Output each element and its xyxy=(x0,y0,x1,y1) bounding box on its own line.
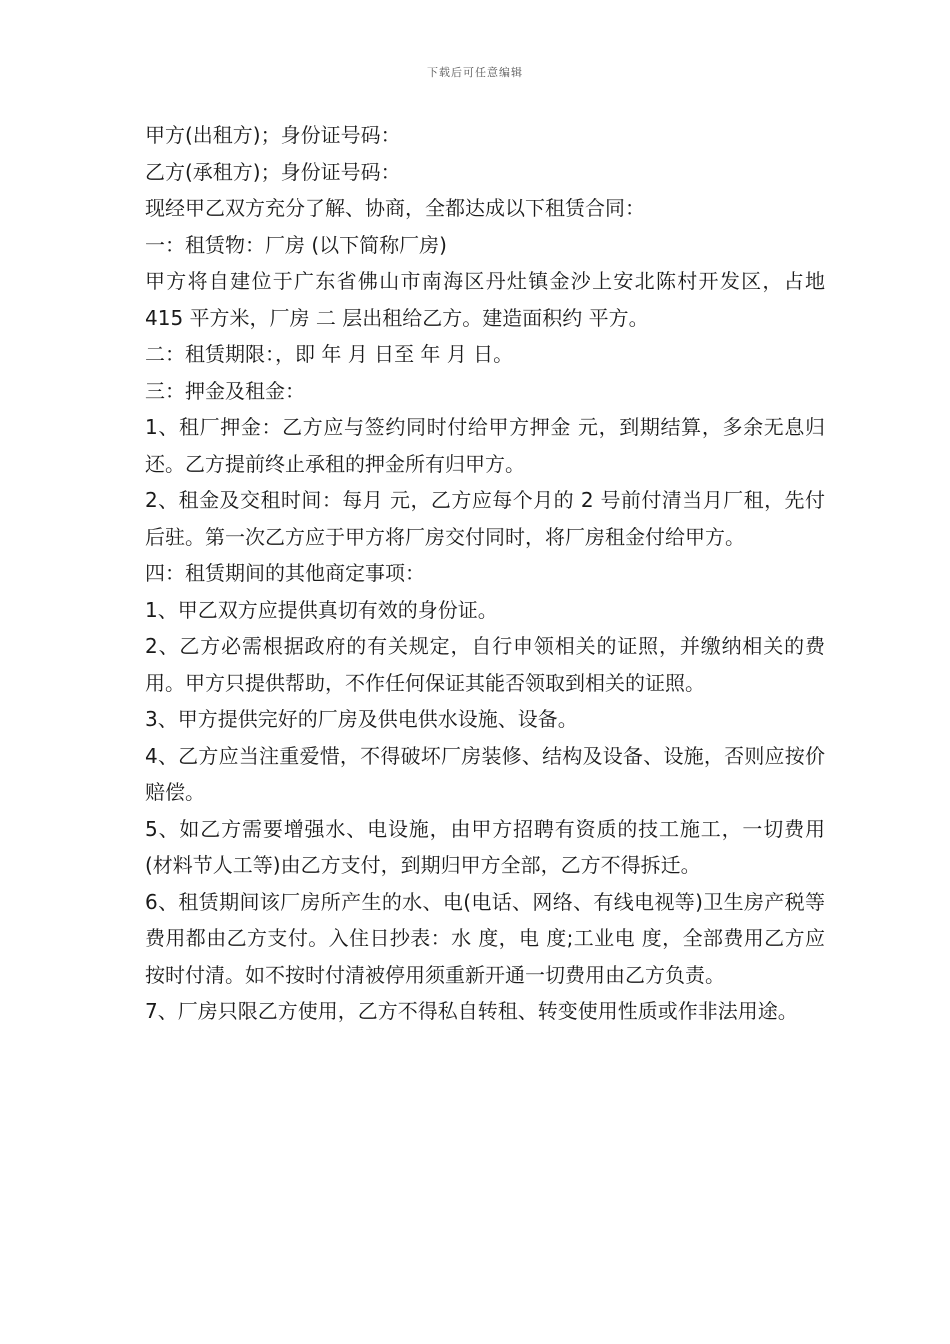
clause-utilities-upgrade: 5、如乙方需要增强水、电设施，由甲方招聘有资质的技工施工，一切费用(材料节人工等)由乙方支付，到期归甲方全部，乙方不得拆迁。 xyxy=(145,816,825,877)
party-a-line: 甲方(出租方)；身份证号码： xyxy=(145,123,401,147)
agreement-intro: 现经甲乙双方充分了解、协商，全都达成以下租赁合同： xyxy=(145,196,645,220)
header-note: 下载后可任意编辑 xyxy=(427,66,523,79)
section-heading-deposit-rent: 三：押金及租金： xyxy=(145,378,305,403)
clause-rent-payment: 2、租金及交租时间：每月 元，乙方应每个月的 2 号前付清当月厂租，先付后驻。第一次乙方应于甲方将厂房交付同时，将厂房租金付给甲方。 xyxy=(145,488,825,549)
clause-facilities: 3、甲方提供完好的厂房及供电供水设施、设备。 xyxy=(145,707,578,731)
lease-object-description: 甲方将自建位于广东省佛山市南海区丹灶镇金沙上安北陈村开发区，占地 415 平方米，厂房 二 层出租给乙方。建造面积约 平方。 xyxy=(145,269,825,330)
clause-id-cards: 1、甲乙双方应提供真切有效的身份证。 xyxy=(145,597,498,622)
clause-utility-fees: 6、租赁期间该厂房所产生的水、电(电话、网络、有线电视等)卫生房产税等费用都由乙方支付。入住日抄表：水 度，电 度;工业电 度，全部费用乙方应按时付清。如不按时付清被停用须重新开通一切费用由乙方负责。 xyxy=(145,889,825,987)
contract-body xyxy=(145,117,825,1030)
clause-deposit: 1、租厂押金：乙方应与签约同时付给甲方押金 元，到期结算，多余无息归还。乙方提前终止承租的押金所有归甲方。 xyxy=(145,415,825,476)
clause-licenses: 2、乙方必需根据政府的有关规定，自行申领相关的证照，并缴纳相关的费用。甲方只提供帮助，不作任何保证其能否领取到相关的证照。 xyxy=(145,634,825,695)
section-heading-lease-term: 二：租赁期限：，即 年 月 日至 年 月 日。 xyxy=(145,342,514,366)
clause-exclusive-use: 7、厂房只限乙方使用，乙方不得私自转租、转变使用性质或作非法用途。 xyxy=(145,999,798,1023)
section-heading-other-terms: 四：租赁期间的其他商定事项： xyxy=(145,561,425,585)
section-heading-lease-object: 一：租赁物：厂房 (以下简称厂房) xyxy=(145,232,447,257)
party-b-line: 乙方(承租方)；身份证号码： xyxy=(145,159,401,184)
clause-care: 4、乙方应当注重爱惜，不得破坏厂房装修、结构及设备、设施，否则应按价赔偿。 xyxy=(145,743,825,804)
